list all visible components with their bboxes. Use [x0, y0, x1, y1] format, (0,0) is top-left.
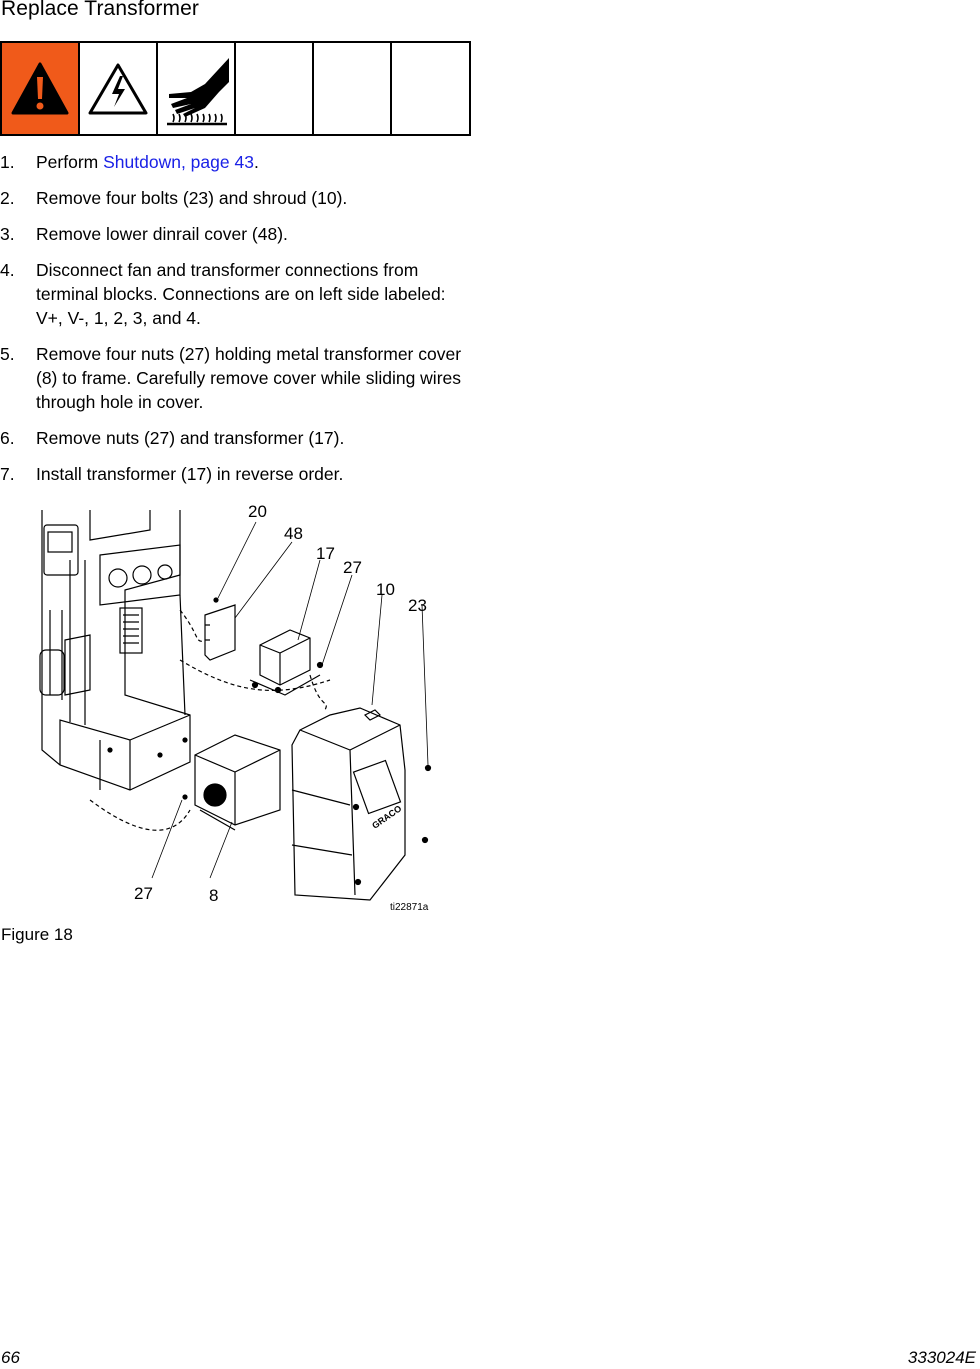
callout-23: 23: [408, 596, 427, 615]
callout-8: 8: [209, 886, 219, 905]
step-number: 6.: [0, 428, 15, 448]
empty-icon-cell: [236, 43, 314, 134]
section-title: Replace Transformer: [1, 0, 199, 20]
empty-icon-cell: [314, 43, 392, 134]
image-id-label: ti22871a: [390, 902, 429, 913]
callout-48: 48: [284, 524, 303, 543]
step-item: [0, 342, 475, 414]
graco-logo-text: GRACO: [370, 803, 404, 831]
callout-10: 10: [376, 580, 395, 599]
callout-20: 20: [248, 502, 267, 521]
step-number: 1.: [0, 152, 15, 172]
procedure-steps: [0, 150, 475, 498]
step-item: [0, 258, 475, 330]
step-item: [0, 462, 475, 486]
callout-27: 27: [343, 558, 362, 577]
step-number: 2.: [0, 188, 15, 208]
warning-icon-cell: [2, 43, 80, 134]
step-text: Install transformer (17) in reverse order.: [36, 464, 344, 484]
callout-27: 27: [134, 884, 153, 903]
shutdown-link[interactable]: Shutdown, page 43: [103, 152, 254, 172]
hot-surface-icon-cell: [158, 43, 236, 134]
step-text: Remove lower dinrail cover (48).: [36, 224, 288, 244]
step-text: Remove four nuts (27) holding metal transformer cover (8) to frame. Carefully remove cover while sliding wires through hole in cover.: [36, 344, 462, 412]
hot-surface-icon: [161, 52, 231, 126]
step-text: [36, 150, 475, 174]
step-number: 3.: [0, 224, 15, 244]
figure-caption: Figure 18: [1, 925, 73, 944]
step-item: [0, 150, 475, 174]
step-text: Disconnect fan and transformer connections from terminal blocks. Connections are on left side labeled: V+, V-, 1, 2, 3, and 4.: [36, 260, 446, 328]
warning-icon: [10, 61, 70, 117]
exploded-view-drawing: [30, 500, 450, 920]
step-item: [0, 426, 475, 450]
document-number: 333024E: [907, 1348, 976, 1367]
exploded-view-figure: [30, 500, 450, 920]
step-item: [0, 186, 475, 210]
step-number: 4.: [0, 260, 15, 280]
callout-17: 17: [316, 544, 335, 563]
step-text: Remove nuts (27) and transformer (17).: [36, 428, 345, 448]
electric-shock-icon-cell: [80, 43, 158, 134]
step-suffix: .: [253, 152, 259, 172]
step-item: [0, 222, 475, 246]
hazard-icon-row: [0, 41, 471, 136]
electric-shock-icon: [87, 62, 149, 116]
step-number: 7.: [0, 464, 15, 484]
step-prefix: Perform: [36, 152, 104, 172]
step-number: 5.: [0, 344, 15, 364]
empty-icon-cell: [392, 43, 469, 134]
page-number: 66: [1, 1348, 20, 1367]
step-text: Remove four bolts (23) and shroud (10).: [36, 188, 348, 208]
